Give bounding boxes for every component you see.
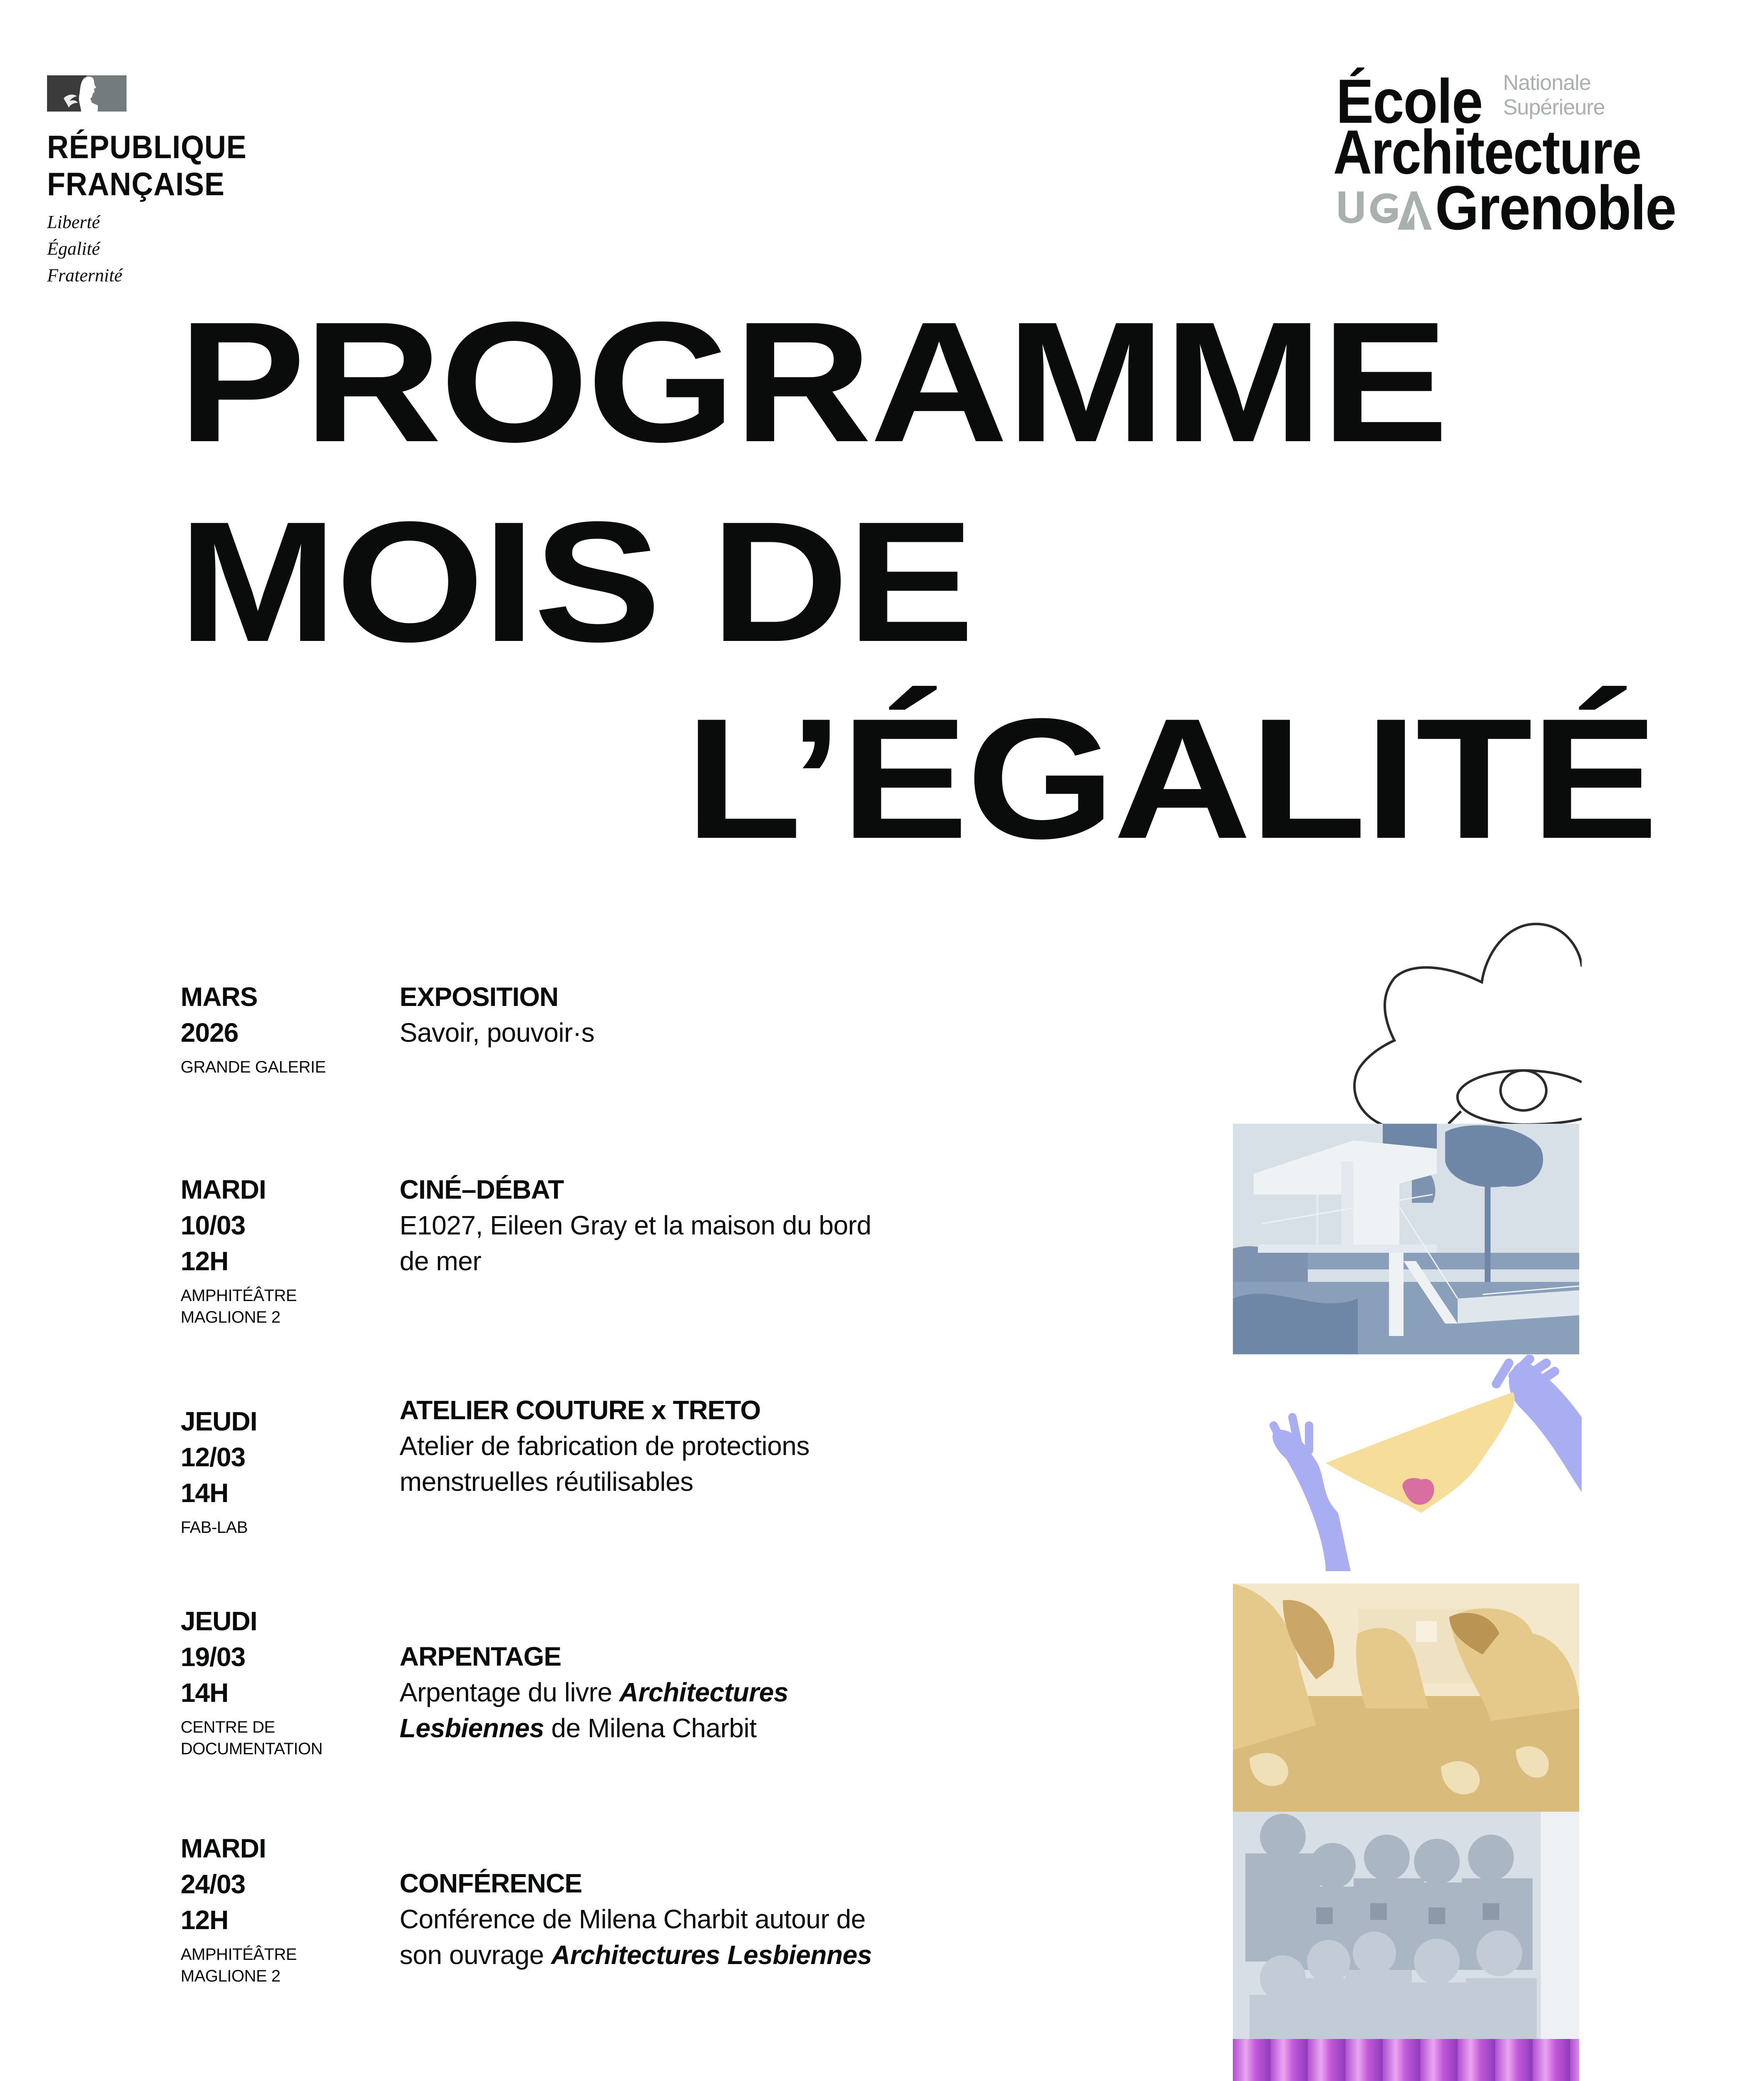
garden-photo [1233, 1584, 1579, 1812]
title-line-egalite: L’ÉGALITÉ [685, 683, 1657, 874]
event-venue: FAB-LAB [181, 1518, 248, 1537]
title-line-mois-de: MOIS DE [178, 486, 973, 678]
event-time-line: 12H [181, 1905, 229, 1935]
event-description [400, 1710, 1024, 1746]
event-date-block [181, 1172, 364, 1328]
francaise-label: FRANÇAISE [47, 166, 225, 202]
motto-egalite: Égalité [47, 238, 100, 259]
republique-label: RÉPUBLIQUE [47, 129, 247, 165]
microphone-photo [1233, 2039, 1579, 2081]
event-venue: MAGLIONE 2 [181, 1967, 281, 1985]
event-date-line: MARDI [181, 1175, 266, 1204]
event-body [400, 1172, 1024, 1279]
event-date-line: MARDI [181, 1833, 266, 1863]
uga-logo-icon [1335, 188, 1435, 232]
event-body [400, 1392, 1024, 1500]
event-date-line: 10/03 [181, 1210, 246, 1240]
event-type: EXPOSITION [400, 982, 559, 1012]
marianne-emblem-icon [47, 75, 127, 112]
event-body [400, 1865, 1024, 1973]
event-time-line: 14H [181, 1678, 229, 1708]
event-venue: AMPHITÉÂTRE [181, 1286, 297, 1305]
event-body [400, 979, 1024, 1050]
event-venue: AMPHITÉÂTRE [181, 1945, 297, 1964]
event-venue: CENTRE DE [181, 1718, 275, 1736]
event-date-line: 12/03 [181, 1442, 246, 1472]
event-time-line: 12H [181, 1246, 229, 1276]
event-date-line: 24/03 [181, 1869, 246, 1899]
villa-photo [1233, 1124, 1579, 1354]
logo-superieure: Supérieure [1503, 95, 1605, 119]
logo-nationale: Nationale [1503, 71, 1591, 95]
event-date-block [181, 1830, 364, 1987]
book-title: Lesbiennes [400, 1713, 544, 1743]
event-body [400, 1639, 1024, 1746]
event-description: Savoir, pouvoir·s [400, 1018, 595, 1048]
event-description: Conférence de Milena Charbit autour de [400, 1904, 866, 1934]
event-description: de mer [400, 1246, 482, 1276]
event-type: CINÉ–DÉBAT [400, 1175, 564, 1204]
event-date-line: 2026 [181, 1018, 239, 1048]
title-line-programme: PROGRAMME [178, 286, 1447, 478]
motto-liberte: Liberté [47, 212, 100, 232]
logo-ecole: École [1336, 66, 1483, 136]
logo-grenoble: Grenoble [1435, 173, 1676, 243]
event-venue: GRANDE GALERIE [181, 1058, 326, 1076]
republique-francaise-logo [47, 61, 247, 286]
event-date-line: MARS [181, 982, 258, 1012]
menstrual-underwear-illustration [1263, 1355, 1582, 1584]
event-time-line: 14H [181, 1478, 229, 1508]
description-text: son ouvrage [400, 1940, 552, 1970]
description-text: Arpentage du livre [400, 1677, 619, 1707]
group-photo [1233, 1812, 1579, 2039]
event-date-line: JEUDI [181, 1406, 257, 1436]
event-description [400, 1937, 1024, 1973]
event-date-block [181, 979, 364, 1078]
event-date-block [181, 1403, 364, 1538]
event-description [400, 1674, 1024, 1710]
book-title: Architectures Lesbiennes [551, 1940, 872, 1970]
event-description: menstruelles réutilisables [400, 1467, 693, 1497]
event-description: Atelier de fabrication de protections [400, 1431, 810, 1461]
book-title: Architectures [619, 1677, 788, 1707]
event-venue: DOCUMENTATION [181, 1740, 323, 1758]
event-date-line: JEUDI [181, 1606, 257, 1636]
event-description: E1027, Eileen Gray et la maison du bord [400, 1210, 872, 1240]
event-venue: MAGLIONE 2 [181, 1308, 281, 1326]
event-type: ATELIER COUTURE x TRETO [400, 1395, 761, 1425]
event-type: ARPENTAGE [400, 1641, 561, 1671]
cloud-eye-illustration [1349, 916, 1582, 1125]
event-date-block [181, 1603, 364, 1760]
motto-fraternite: Fraternité [47, 265, 122, 286]
description-text: de Milena Charbit [544, 1713, 757, 1743]
logo-architecture: Architecture [1333, 117, 1641, 187]
event-date-line: 19/03 [181, 1642, 246, 1672]
event-type: CONFÉRENCE [400, 1868, 582, 1898]
